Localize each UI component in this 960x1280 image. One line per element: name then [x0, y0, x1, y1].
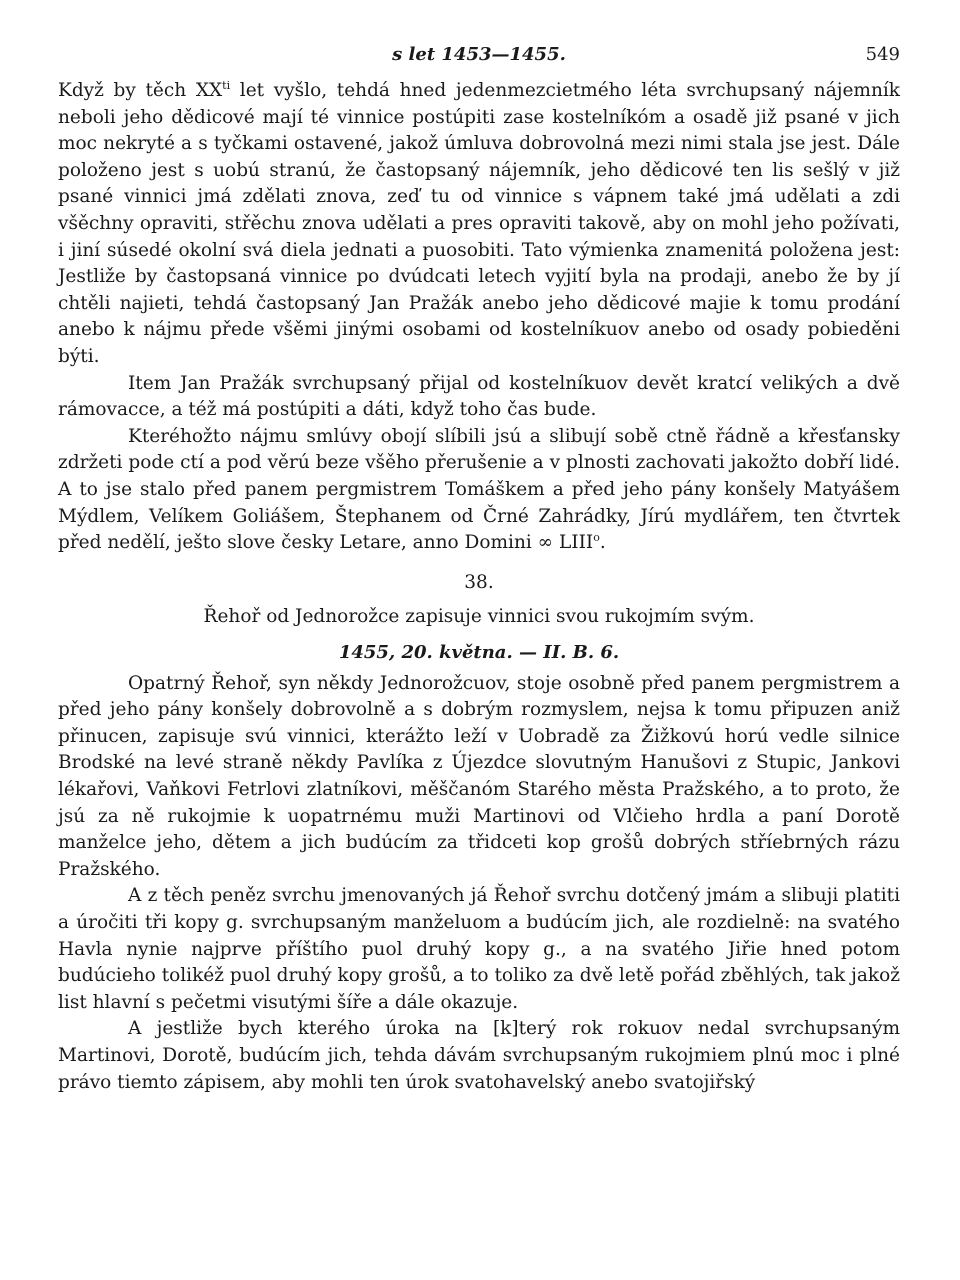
- superscript-o: o: [593, 530, 600, 544]
- document-date-line: 1455, 20. května. — II. B. 6.: [338, 641, 620, 663]
- page-header: [58, 44, 900, 78]
- document-number: 38.: [464, 571, 494, 593]
- document-paragraph-3: A jestliže bych kterého úroka na [k]terý rok rokuov nedal svrchupsaným Martinovi, Dorotě, budúcím jich, tehda dávám svrchupsaným rukojmiem plnú moc i plné právo tiemto zápisem, aby mohli ten úrok svatohavelský anebo svatojiřský: [58, 1018, 900, 1093]
- paragraph-1: [58, 78, 900, 371]
- paragraph-1-text-cont: let vyšlo, tehdá hned jedenmezcietmého léta svrchupsaný nájemník neboli jeho dědicové mají té vinnice postúpiti zase kostelníkóm a osadě již psané v jich moc nekryté a s tyčkami ostavené, jakož úmluva dobrovolná mezi nimi stala jse jest. Dále položeno jest s uobú stranú, že častopsaný nájemník, jeho dědicové ten lis sešlý v již psané vinnici jmá zdělati znova, zeď tu od vinnice s vápnem také jmá udělati a zdi všěchny opraviti, střěchu znova udělati a pres opraviti takově, aby on mohl jeho požívati, i jiní súsedé okolní svá diela jednati a puosobiti. Tato výmienka znamenitá položena jest: Jestliže by častopsaná vinnice po dvúdcati letech vyjití byla na prodaji, anebo že by jí chtěli najieti, tehdá častopsaný Jan Pražák anebo jeho dědicové majie k tomu prodání anebo k nájmu přede všěmi jinými osobami od kostelníkuov anebo od osady pobieděni býti.: [58, 80, 900, 367]
- superscript-ti: ti: [222, 78, 231, 92]
- document-paragraph-1: Opatrný Řehoř, syn někdy Jednorožcuov, stoje osobně před panem pergmistrem a před jeho pány konšely dobrovolně a s dobrým rozmyslem, nejsa k tomu připuzen aniž přinucen, zapisuje svú vinnici, kterážto leží v Uobradě za Žižkovú horú vedle silnice Brodské na levé straně někdy Pavlíka z Újezdce slovutným Hanušovi z Stupic, Jankovi lékařovi, Vaňkovi Fetrlovi zlatníkovi, měščanóm Starého města Pražského, a to proto, že jsú za ně rukojmie k uopatrnému muži Martinovi od Vlčieho hrdla a paní Dorotě manželce jeho, dětem a jich budúcím za třidceti kop grošů dobrých stříebrných rázu Pražského.: [58, 672, 900, 880]
- paragraph-1-text: Když by těch XX: [58, 80, 223, 101]
- paragraph-3-text: Kteréhožto nájmu smlúvy obojí slíbili jsú a slibují sobě ctně řádně a křesťansky zdržeti pode ctí a pod věrú beze všěho přerušenie a v plnosti zachovati jakožto dobří lidé. A to jse stalo před panem pergmistrem Tomáškem a před jeho pány konšely Matyášem Mýdlem, Velíkem Goliášem, Štephanem od Črné Zahrádky, Jírú mydlářem, ten čtvrtek před nedělí, ješto slove česky Letare, anno Domini ∞ LIII: [58, 425, 900, 554]
- paragraph-2: Item Jan Pražák svrchupsaný přijal od kostelníkuov devět kratcí velikých a dvě rámovacce, a též má postúpiti a dáti, když toho čas bude.: [58, 372, 900, 421]
- running-head: s let 1453—1455.: [392, 44, 566, 65]
- page-number: 549: [865, 44, 900, 65]
- document-page: [58, 44, 900, 1096]
- paragraph-3: [58, 424, 900, 557]
- paragraph-3-end: .: [599, 532, 606, 554]
- document-title: Řehoř od Jednorožce zapisuje vinnici svou rukojmím svým.: [203, 605, 755, 627]
- document-paragraph-2: A z těch peněz svrchu jmenovaných já Řehoř svrchu dotčený jmám a slibuji platiti a úročiti tři kopy g. svrchupsaným manželuom a budúcím jich, ale rozdielně: na svatého Havla nynie najprve příštího puol druhý kopy g., a na svatého Jiřie hned potom budúcieho tolikéž puol druhý kopy grošů, a to toliko za dvě letě pořád zběhlých, tak jakož list hlavní s pečetmi visutými šíře a dále okazuje.: [58, 885, 900, 1013]
